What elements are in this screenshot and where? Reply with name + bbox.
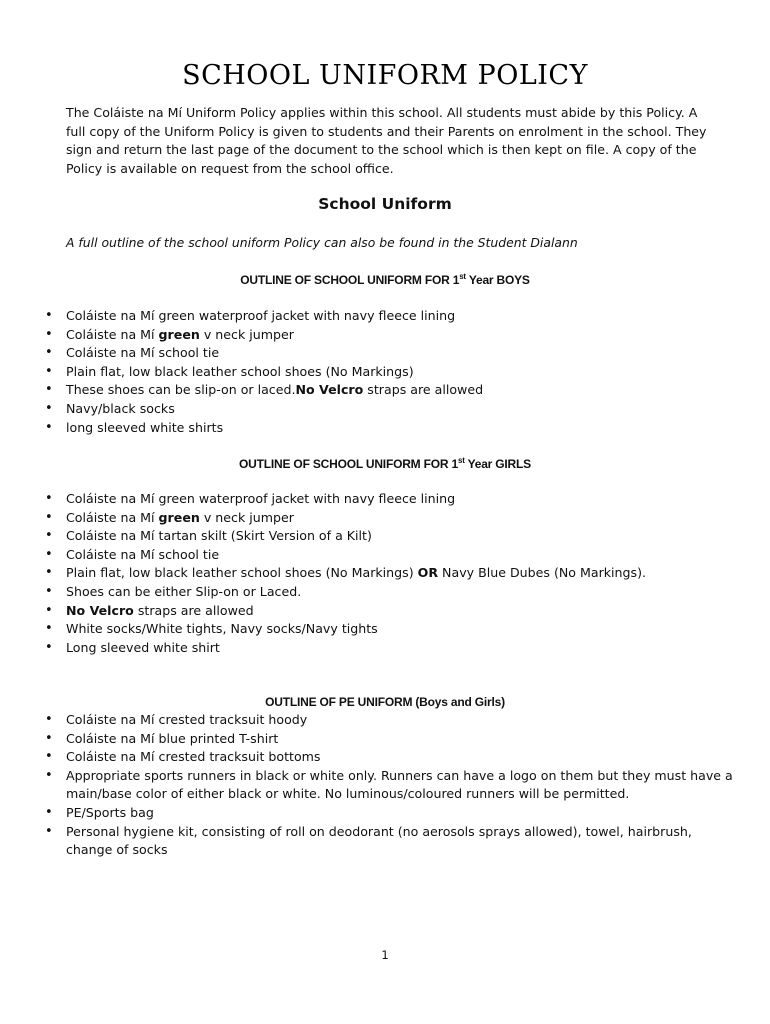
list-item-text: Long sleeved white shirt (66, 639, 220, 655)
list-item (45, 804, 735, 823)
page-title: SCHOOL UNIFORM POLICY (182, 60, 588, 91)
list-item-emphasis: No Velcro (295, 382, 364, 398)
list-item-text: Coláiste na Mí blue printed T-shirt (66, 730, 279, 746)
girls-uniform-heading (0, 456, 770, 471)
boys-uniform-heading (0, 272, 770, 287)
list-item-text: Personal hygiene kit, consisting of roll on deodorant (no aerosols sprays allowed), towel, hairbrush, change of socks (66, 823, 692, 858)
list-item-text: Coláiste na Mí tartan skilt (Skirt Version of a Kilt) (66, 528, 372, 544)
list-item-text: straps are allowed (363, 382, 484, 398)
list-item-text: straps are allowed (133, 602, 254, 618)
girls-heading-sup: st (457, 456, 465, 465)
list-item-text: Coláiste na Mí (66, 509, 159, 525)
boys-heading-year: Year BOYS (465, 273, 530, 287)
list-item-text: Coláiste na Mí school tie (66, 546, 220, 562)
list-item-emphasis: green (158, 326, 200, 342)
list-item (45, 490, 735, 509)
list-item (45, 639, 735, 658)
list-item (45, 564, 735, 583)
list-item (45, 711, 735, 730)
list-item (45, 326, 735, 345)
list-item-text: Navy Blue Dubes (No Markings). (438, 565, 647, 581)
list-item (45, 583, 735, 602)
list-item-text: White socks/White tights, Navy socks/Navy tights (66, 621, 378, 637)
list-item-emphasis: No Velcro (66, 602, 134, 618)
list-item (45, 363, 735, 382)
girls-heading-year: Year GIRLS (464, 457, 531, 471)
list-item (45, 400, 735, 419)
boys-uniform-list (45, 307, 735, 437)
list-item-text: Coláiste na Mí crested tracksuit bottoms (66, 749, 321, 765)
list-item-text: v neck jumper (199, 326, 294, 342)
list-item-text: These shoes can be slip-on or laced. (66, 382, 296, 398)
list-item-text: Coláiste na Mí school tie (66, 345, 220, 361)
list-item (45, 381, 735, 400)
boys-heading-sup: st (459, 272, 466, 281)
list-item-text: Coláiste na Mí (66, 326, 159, 342)
pe-uniform-heading: OUTLINE OF PE UNIFORM (Boys and Girls) (265, 695, 505, 709)
list-item-emphasis: OR (417, 565, 439, 581)
list-item-text: Appropriate sports runners in black or white only. Runners can have a logo on them but they must have a main/base color of either black or white. No luminous/coloured runners will be permitted. (66, 767, 733, 802)
list-item (45, 767, 735, 804)
list-item-text: Plain flat, low black leather school shoes (No Markings) (66, 565, 418, 581)
list-item-text: Plain flat, low black leather school shoes (No Markings) (66, 363, 414, 379)
list-item (45, 509, 735, 528)
list-item (45, 748, 735, 767)
list-item (45, 823, 735, 860)
list-item (45, 344, 735, 363)
intro-paragraph: The Coláiste na Mí Uniform Policy applies within this school. All students must abide by this Policy. A full copy of the Uniform Policy is given to students and their Parents on enrolment in the school. They sign and return the last page of the document to the school which is then kept on file. A copy of the Policy is available on request from the school office. (66, 105, 707, 176)
list-item (45, 307, 735, 326)
girls-uniform-list (45, 490, 735, 657)
pe-uniform-list (45, 711, 735, 860)
list-item-text: Shoes can be either Slip-on or Laced. (66, 583, 302, 599)
list-item-emphasis: green (158, 509, 200, 525)
girls-heading-text: OUTLINE OF SCHOOL UNIFORM FOR 1 (239, 457, 458, 471)
page-number: 1 (381, 948, 389, 962)
list-item-text: long sleeved white shirts (66, 419, 224, 435)
dialann-note: A full outline of the school uniform Policy can also be found in the Student Dialann (66, 235, 578, 250)
list-item-text: v neck jumper (199, 509, 294, 525)
list-item-text: Navy/black socks (66, 400, 175, 416)
list-item (45, 730, 735, 749)
list-item-text: Coláiste na Mí green waterproof jacket with navy fleece lining (66, 308, 456, 323)
list-item (45, 602, 735, 621)
list-item (45, 419, 735, 438)
list-item-text: Coláiste na Mí crested tracksuit hoody (66, 712, 308, 727)
list-item-text: Coláiste na Mí green waterproof jacket with navy fleece lining (66, 491, 456, 506)
section-heading: School Uniform (318, 195, 452, 213)
list-item (45, 546, 735, 565)
list-item (45, 620, 735, 639)
list-item (45, 527, 735, 546)
boys-heading-text: OUTLINE OF SCHOOL UNIFORM FOR 1 (240, 273, 460, 287)
list-item-text: PE/Sports bag (66, 804, 154, 820)
